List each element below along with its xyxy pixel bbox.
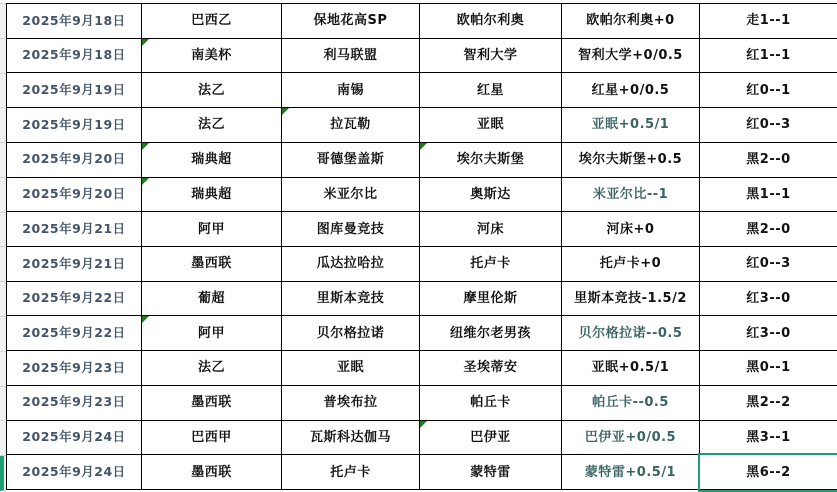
cell-away-team[interactable] xyxy=(420,351,562,386)
cell-away-team[interactable] xyxy=(420,421,562,456)
cell-result[interactable] xyxy=(700,316,837,351)
away-team-text: 摩里伦斯 xyxy=(463,291,518,307)
league-text: 瑞典超 xyxy=(191,152,232,168)
league-text: 葡超 xyxy=(197,291,225,307)
cell-home-team[interactable] xyxy=(282,178,420,213)
result-text: 红3--0 xyxy=(746,291,791,307)
cell-home-team[interactable] xyxy=(282,386,420,421)
date-text: 2025年9月24日 xyxy=(22,429,126,445)
cell-result[interactable] xyxy=(700,282,837,317)
handicap-text: 亚眠+0.5/1 xyxy=(591,360,670,376)
home-team-text: 亚眠 xyxy=(336,360,364,376)
cell-date[interactable] xyxy=(7,39,142,74)
cell-handicap[interactable] xyxy=(562,386,700,421)
cell-league[interactable] xyxy=(142,351,282,386)
cell-home-team[interactable] xyxy=(282,316,420,351)
away-team-text: 帕丘卡 xyxy=(470,395,511,411)
table-row xyxy=(7,108,837,143)
home-team-text: 瓦斯科达伽马 xyxy=(309,429,391,445)
result-text: 黑6--2 xyxy=(746,464,791,480)
cell-home-team[interactable] xyxy=(282,247,420,282)
cell-away-team[interactable] xyxy=(420,39,562,74)
cell-league[interactable] xyxy=(142,39,282,74)
result-text: 黑2--0 xyxy=(746,221,791,237)
note-triangle-icon xyxy=(420,421,427,428)
result-text: 黑2--2 xyxy=(746,395,791,411)
cell-result[interactable] xyxy=(700,143,837,178)
cell-league[interactable] xyxy=(142,386,282,421)
cell-date[interactable] xyxy=(7,351,142,386)
cell-result[interactable] xyxy=(700,4,837,39)
league-text: 阿甲 xyxy=(197,221,225,237)
handicap-text: 帕丘卡--0.5 xyxy=(592,395,669,411)
handicap-text: 里斯本竞技-1.5/2 xyxy=(574,291,687,307)
home-team-text: 里斯本竞技 xyxy=(316,291,385,307)
home-team-text: 瓜达拉哈拉 xyxy=(316,256,385,272)
handicap-text: 贝尔格拉诺--0.5 xyxy=(578,325,683,341)
cell-result[interactable] xyxy=(700,421,837,456)
cell-handicap[interactable] xyxy=(562,455,700,490)
date-text: 2025年9月18日 xyxy=(22,47,126,63)
cell-result[interactable] xyxy=(700,108,837,143)
cell-league[interactable] xyxy=(142,178,282,213)
table-row xyxy=(7,421,837,456)
cell-handicap[interactable] xyxy=(562,282,700,317)
home-team-text: 图库曼竞技 xyxy=(316,221,385,237)
cell-away-team[interactable] xyxy=(420,316,562,351)
cell-date[interactable] xyxy=(7,178,142,213)
cell-away-team[interactable] xyxy=(420,73,562,108)
home-team-text: 米亚尔比 xyxy=(323,186,378,202)
cell-handicap[interactable] xyxy=(562,212,700,247)
league-text: 瑞典超 xyxy=(191,186,232,202)
date-text: 2025年9月22日 xyxy=(22,325,126,341)
away-team-text: 托卢卡 xyxy=(470,256,511,272)
date-text: 2025年9月21日 xyxy=(22,220,126,236)
table-row xyxy=(7,282,837,317)
league-text: 墨西联 xyxy=(191,464,232,480)
cell-league[interactable] xyxy=(142,212,282,247)
date-text: 2025年9月22日 xyxy=(22,290,126,306)
note-triangle-icon xyxy=(142,39,149,46)
handicap-text: 巴伊亚+0/0.5 xyxy=(584,429,677,445)
cell-home-team[interactable] xyxy=(282,212,420,247)
cell-date[interactable] xyxy=(7,73,142,108)
cell-handicap[interactable] xyxy=(562,421,700,456)
date-text: 2025年9月20日 xyxy=(22,151,126,167)
date-text: 2025年9月24日 xyxy=(22,463,126,479)
date-text: 2025年9月21日 xyxy=(22,255,126,271)
handicap-text: 红星+0/0.5 xyxy=(591,82,670,98)
cell-result[interactable] xyxy=(700,247,837,282)
cell-date[interactable] xyxy=(7,455,142,490)
cell-handicap[interactable] xyxy=(562,316,700,351)
result-text: 黑0--1 xyxy=(746,360,791,376)
home-team-text: 普埃布拉 xyxy=(323,395,378,411)
league-text: 阿甲 xyxy=(197,325,225,341)
handicap-text: 亚眠+0.5/1 xyxy=(591,117,670,133)
away-team-text: 亚眠 xyxy=(476,117,504,133)
table-row xyxy=(7,39,837,74)
result-text: 走1--1 xyxy=(746,13,791,29)
cell-date[interactable] xyxy=(7,247,142,282)
league-text: 墨西联 xyxy=(191,395,232,411)
home-team-text: 拉瓦勒 xyxy=(330,117,371,133)
cell-home-team[interactable] xyxy=(282,73,420,108)
cell-home-team[interactable] xyxy=(282,4,420,39)
cell-handicap[interactable] xyxy=(562,178,700,213)
cell-home-team[interactable] xyxy=(282,39,420,74)
note-triangle-icon xyxy=(282,108,289,115)
match-results-table xyxy=(6,3,837,490)
cell-date[interactable] xyxy=(7,108,142,143)
cell-league[interactable] xyxy=(142,4,282,39)
cell-result[interactable] xyxy=(700,455,837,490)
cell-date[interactable] xyxy=(7,421,142,456)
cell-date[interactable] xyxy=(7,282,142,317)
home-team-text: 保地花高SP xyxy=(313,13,388,29)
cell-home-team[interactable] xyxy=(282,108,420,143)
league-text: 法乙 xyxy=(197,82,225,98)
cell-league[interactable] xyxy=(142,421,282,456)
cell-result[interactable] xyxy=(700,73,837,108)
result-text: 红0--3 xyxy=(746,117,791,133)
cell-date[interactable] xyxy=(7,212,142,247)
note-triangle-icon xyxy=(420,143,427,150)
cell-league[interactable] xyxy=(142,455,282,490)
handicap-text: 蒙特雷+0.5/1 xyxy=(584,464,677,480)
away-team-text: 纽维尔老男孩 xyxy=(449,325,531,341)
cell-result[interactable] xyxy=(700,351,837,386)
cell-league[interactable] xyxy=(142,108,282,143)
cell-result[interactable] xyxy=(700,212,837,247)
table-row xyxy=(7,247,837,282)
home-team-text: 南锡 xyxy=(336,82,364,98)
cell-handicap[interactable] xyxy=(562,73,700,108)
cell-away-team[interactable] xyxy=(420,282,562,317)
cell-league[interactable] xyxy=(142,282,282,317)
table-row xyxy=(7,73,837,108)
result-text: 红1--1 xyxy=(746,48,791,64)
result-text: 红0--1 xyxy=(746,82,791,98)
away-team-text: 埃尔夫斯堡 xyxy=(456,152,525,168)
table-row xyxy=(7,178,837,213)
cell-handicap[interactable] xyxy=(562,108,700,143)
cell-result[interactable] xyxy=(700,386,837,421)
league-text: 巴西乙 xyxy=(191,13,232,29)
away-team-text: 欧帕尔利奥 xyxy=(456,13,525,29)
note-triangle-icon xyxy=(142,143,149,150)
result-text: 黑3--1 xyxy=(746,429,791,445)
result-text: 红3--0 xyxy=(746,325,791,341)
cell-handicap[interactable] xyxy=(562,39,700,74)
cell-away-team[interactable] xyxy=(420,247,562,282)
date-text: 2025年9月19日 xyxy=(22,116,126,132)
note-triangle-icon xyxy=(142,316,149,323)
league-text: 巴西甲 xyxy=(191,429,232,445)
home-team-text: 利马联盟 xyxy=(323,48,378,64)
away-team-text: 奥斯达 xyxy=(470,186,511,202)
cell-league[interactable] xyxy=(142,73,282,108)
cell-home-team[interactable] xyxy=(282,455,420,490)
cell-date[interactable] xyxy=(7,143,142,178)
away-team-text: 圣埃蒂安 xyxy=(463,360,518,376)
league-text: 墨西联 xyxy=(191,256,232,272)
cell-away-team[interactable] xyxy=(420,386,562,421)
result-text: 黑1--1 xyxy=(746,186,791,202)
date-text: 2025年9月23日 xyxy=(22,359,126,375)
away-team-text: 河床 xyxy=(476,221,504,237)
cell-league[interactable] xyxy=(142,143,282,178)
cell-league[interactable] xyxy=(142,316,282,351)
table-row xyxy=(7,351,837,386)
cell-result[interactable] xyxy=(700,39,837,74)
cell-date[interactable] xyxy=(7,4,142,39)
league-text: 法乙 xyxy=(197,117,225,133)
cell-league[interactable] xyxy=(142,247,282,282)
away-team-text: 智利大学 xyxy=(463,48,518,64)
cell-home-team[interactable] xyxy=(282,282,420,317)
cell-away-team[interactable] xyxy=(420,212,562,247)
away-team-text: 巴伊亚 xyxy=(470,429,511,445)
cell-date[interactable] xyxy=(7,316,142,351)
away-team-text: 蒙特雷 xyxy=(470,464,511,480)
handicap-text: 欧帕尔利奥+0 xyxy=(586,13,675,29)
home-team-text: 托卢卡 xyxy=(330,464,371,480)
cell-handicap[interactable] xyxy=(562,351,700,386)
league-text: 法乙 xyxy=(197,360,225,376)
table-row xyxy=(7,316,837,351)
handicap-text: 智利大学+0/0.5 xyxy=(578,48,683,64)
cell-away-team[interactable] xyxy=(420,178,562,213)
cell-home-team[interactable] xyxy=(282,351,420,386)
home-team-text: 哥德堡盖斯 xyxy=(316,152,385,168)
cell-handicap[interactable] xyxy=(562,4,700,39)
cell-away-team[interactable] xyxy=(420,143,562,178)
cell-home-team[interactable] xyxy=(282,421,420,456)
date-text: 2025年9月20日 xyxy=(22,186,126,202)
cell-result[interactable] xyxy=(700,178,837,213)
handicap-text: 米亚尔比--1 xyxy=(592,186,669,202)
home-team-text: 贝尔格拉诺 xyxy=(316,325,385,341)
date-text: 2025年9月19日 xyxy=(22,82,126,98)
cell-date[interactable] xyxy=(7,386,142,421)
handicap-text: 河床+0 xyxy=(606,221,655,237)
handicap-text: 托卢卡+0 xyxy=(599,256,662,272)
note-triangle-icon xyxy=(142,178,149,185)
handicap-text: 埃尔夫斯堡+0.5 xyxy=(578,152,683,168)
league-text: 南美杯 xyxy=(191,48,232,64)
cell-home-team[interactable] xyxy=(282,143,420,178)
away-team-text: 红星 xyxy=(476,82,504,98)
table-row xyxy=(7,386,837,421)
date-text: 2025年9月18日 xyxy=(22,12,126,28)
result-text: 黑2--0 xyxy=(746,152,791,168)
cell-away-team[interactable] xyxy=(420,4,562,39)
result-text: 红0--3 xyxy=(746,256,791,272)
table-row xyxy=(7,455,837,490)
table-row xyxy=(7,143,837,178)
table-row xyxy=(7,212,837,247)
cell-handicap[interactable] xyxy=(562,247,700,282)
cell-away-team[interactable] xyxy=(420,455,562,490)
date-text: 2025年9月23日 xyxy=(22,394,126,410)
cell-handicap[interactable] xyxy=(562,143,700,178)
table-row xyxy=(7,4,837,39)
cell-away-team[interactable] xyxy=(420,108,562,143)
